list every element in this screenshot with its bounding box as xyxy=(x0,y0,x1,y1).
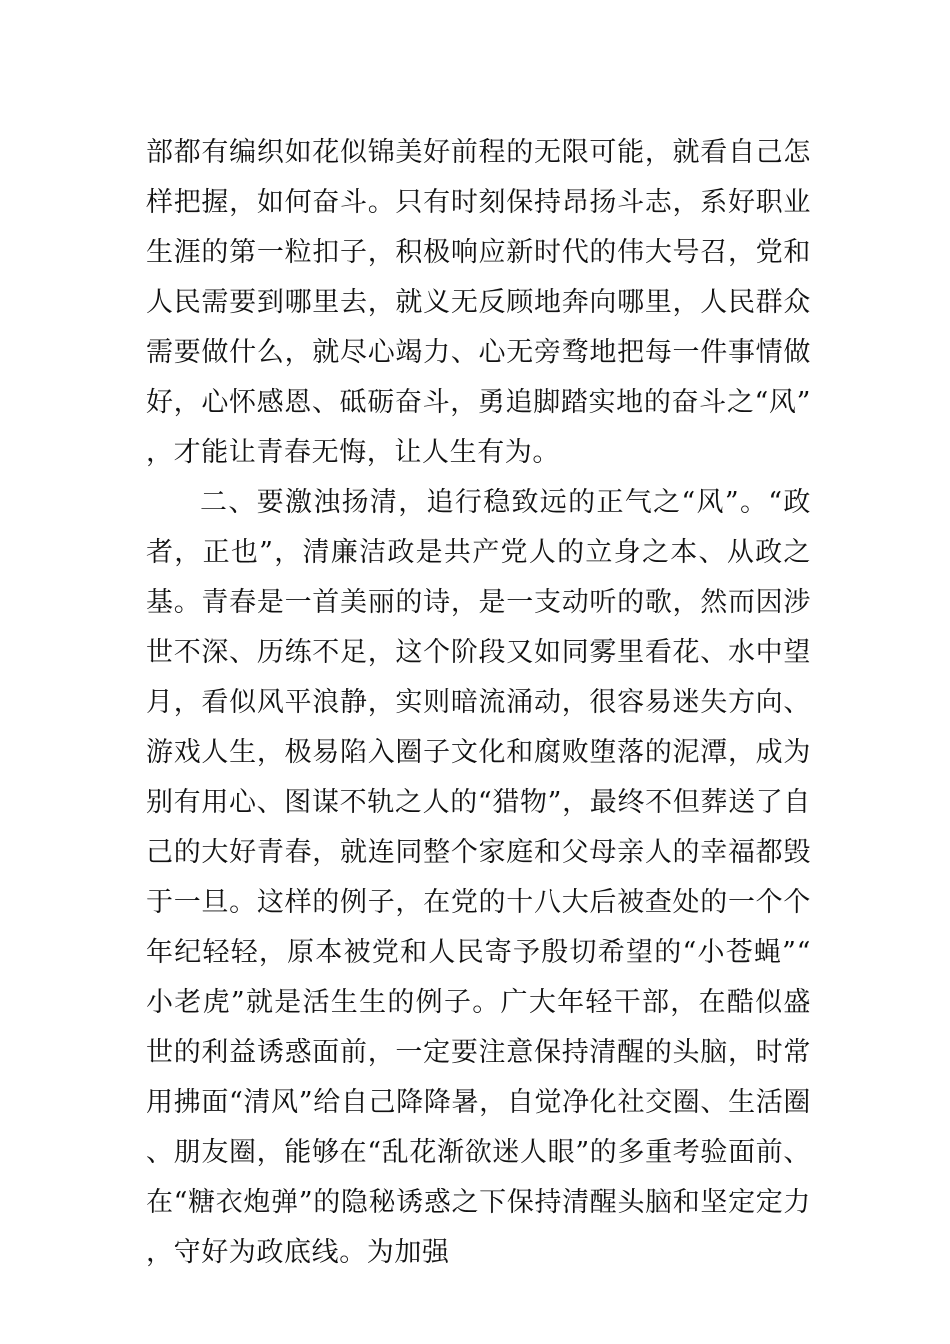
paragraph-continuation: 部都有编织如花似锦美好前程的无限可能，就看自己怎样把握，如何奋斗。只有时刻保持昂扬斗志，系好职业生涯的第一粒扣子，积极响应新时代的伟大号召，党和人民需要到哪里去，就义无反顾地奔向哪里，人民群众需要做什么，就尽心竭力、心无旁骛地把每一件事情做好，心怀感恩、砥砺奋斗，勇追脚踏实地的奋斗之“风”，才能让青春无悔，让人生有为。 xyxy=(146,137,811,468)
document-body xyxy=(146,128,811,1278)
paragraph-section-two: 二、要激浊扬清，追行稳致远的正气之“风”。“政者，正也”，清廉洁政是共产党人的立身之本、从政之基。青春是一首美丽的诗，是一支动听的歌，然而因涉世不深、历练不足，这个阶段又如同雾里看花、水中望月，看似风平浪静，实则暗流涌动，很容易迷失方向、游戏人生，极易陷入圈子文化和腐败堕落的泥潭，成为别有用心、图谋不轨之人的“猎物”，最终不但葬送了自己的大好青春，就连同整个家庭和父母亲人的幸福都毁于一旦。这样的例子，在党的十八大后被查处的一个个年纪轻轻，原本被党和人民寄予殷切希望的“小苍蝇”“小老虎”就是活生生的例子。广大年轻干部，在酷似盛世的利益诱惑面前，一定要注意保持清醒的头脑，时常用拂面“清风”给自己降降暑，自觉净化社交圈、生活圈、朋友圈，能够在“乱花渐欲迷人眼”的多重考验面前、在“糖衣炮弹”的隐秘诱惑之下保持清醒头脑和坚定定力，守好为政底线。为加强 xyxy=(146,487,811,1268)
